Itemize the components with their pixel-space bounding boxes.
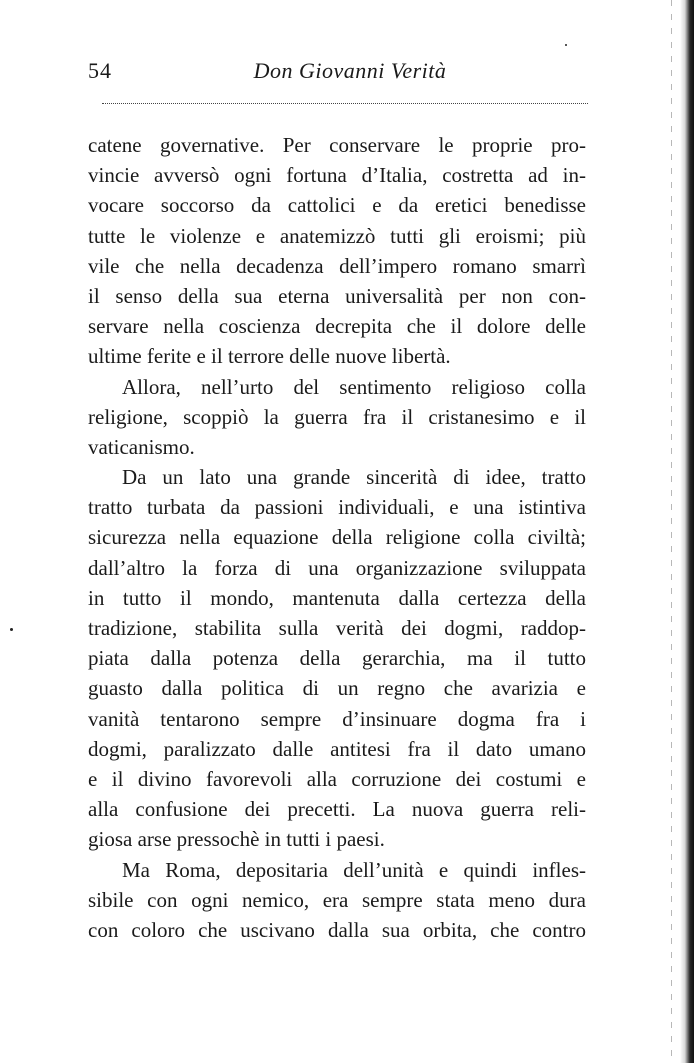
text-line: vocare soccorso da cattolici e da eretici benedisse	[88, 193, 586, 218]
text-line: servare nella coscienza decrepita che il dolore delle	[88, 314, 586, 339]
text-line: vanità tentarono sempre d’insinuare dogma fra i	[88, 706, 586, 731]
page-edge-shadow	[671, 0, 672, 1063]
text-line: con coloro che uscivano dalla sua orbita, che contro	[88, 917, 586, 942]
text-line: religione, scoppiò la guerra fra il cristanesimo e il	[88, 404, 586, 429]
text-line: dall’altro la forza di una organizzazione sviluppata	[88, 555, 586, 580]
text-line: tratto turbata da passioni individuali, e una istintiva	[88, 495, 586, 520]
text-line: Allora, nell’urto del sentimento religioso colla	[122, 374, 586, 399]
text-line: catene governative. Per conservare le proprie pro-	[88, 133, 586, 157]
running-title: Don Giovanni Verità	[253, 58, 447, 83]
text-line: vincie avversò ogni fortuna d’Italia, costretta ad in-	[88, 163, 586, 188]
scan-speck	[10, 628, 13, 631]
body-text	[88, 130, 586, 945]
page-number: 54	[88, 58, 112, 83]
text-line: tradizione, stabilita sulla verità dei dogmi, raddop-	[88, 616, 586, 640]
text-line: ultime ferite e il terrore delle nuove libertà.	[88, 344, 451, 369]
text-line: guasto dalla politica di un regno che avarizia e	[88, 676, 586, 701]
text-line: vile che nella decadenza dell’impero romano smarrì	[88, 253, 586, 278]
text-line: alla confusione dei precetti. La nuova guerra reli-	[88, 797, 586, 822]
text-line: Da un lato una grande sincerità di idee, tratto	[122, 465, 586, 490]
text-line: giosa arse pressochè in tutti i paesi.	[88, 827, 385, 852]
text-line: in tutto il mondo, mantenuta dalla certezza della	[88, 585, 586, 610]
text-line: dogmi, paralizzato dalle antitesi fra il dato umano	[88, 736, 586, 761]
text-line: sicurezza nella equazione della religione colla civiltà;	[88, 525, 586, 550]
header-rule	[102, 103, 588, 104]
text-line: il senso della sua eterna universalità per non con-	[88, 283, 586, 308]
text-line: piata dalla potenza della gerarchia, ma il tutto	[88, 646, 586, 671]
text-line: e il divino favorevoli alla corruzione dei costumi e	[88, 766, 586, 791]
text-line: Ma Roma, depositaria dell’unità e quindi infles-	[122, 857, 586, 882]
text-line: vaticanismo.	[88, 434, 195, 459]
scan-speck	[565, 44, 567, 46]
book-spine-edge	[680, 0, 694, 1063]
text-line: tutte le violenze e anatemizzò tutti gli eroismi; più	[88, 223, 586, 248]
text-line: sibile con ogni nemico, era sempre stata meno dura	[88, 887, 586, 912]
